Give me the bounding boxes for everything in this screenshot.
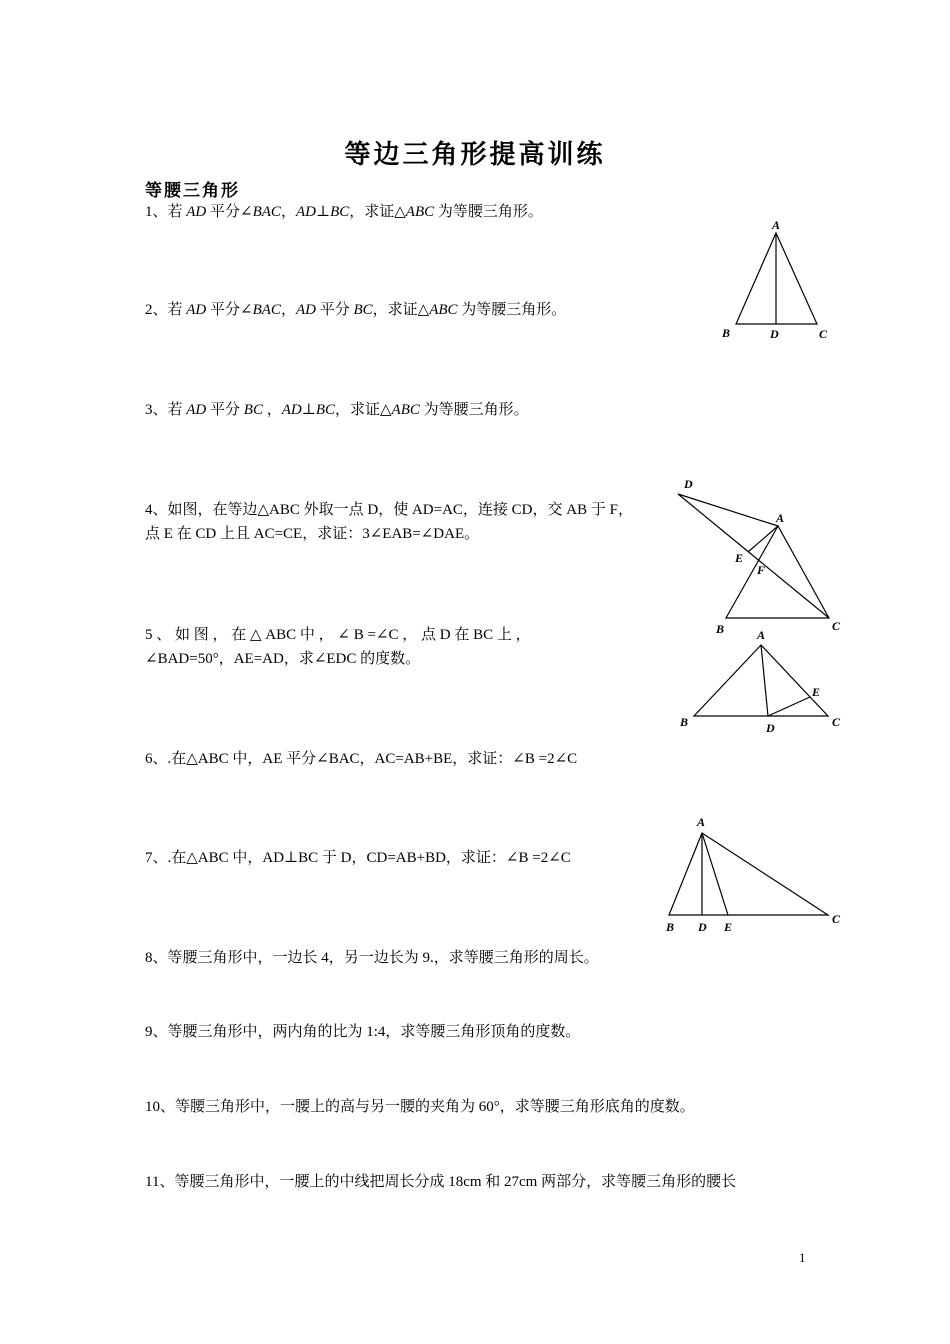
fig3-label-e: E (812, 685, 821, 699)
fig3-label-b: B (680, 715, 689, 729)
fig2-label-a: A (776, 511, 785, 525)
fig1-label-d: D (770, 327, 779, 341)
problem-2: 2、若 AD 平分∠BAC，AD 平分 BC，求证△ABC 为等腰三角形。 (145, 302, 567, 318)
problem-9: 9、等腰三角形中，两内角的比为 1:4，求等腰三角形顶角的度数。 (145, 1024, 581, 1040)
problem-5-line-2: ∠BAD=50°，AE=AD，求∠EDC 的度数。 (145, 651, 421, 667)
problem-11: 11、等腰三角形中，一腰上的中线把周长分成 18cm 和 27cm 两部分，求等腰三角形的腰长 (145, 1174, 737, 1190)
problem-1: 1、若 AD 平分∠BAC，AD⊥BC，求证△ABC 为等腰三角形。 (145, 204, 543, 220)
fig4-label-d: D (698, 920, 707, 934)
fig4-triangle-abc (669, 833, 828, 915)
fig4-segment-ae (702, 833, 728, 915)
figure-4-triangle (665, 815, 841, 934)
problem-3: 3、若 AD 平分 BC ，AD⊥BC，求证△ABC 为等腰三角形。 (145, 402, 529, 418)
problem-8: 8、等腰三角形中，一边长 4，另一边长为 9.，求等腰三角形的周长。 (145, 950, 599, 966)
problem-6: 6、.在△ABC 中，AE 平分∠BAC，AC=AB+BE，求证：∠B =2∠C (145, 751, 578, 767)
fig2-label-b: B (716, 622, 725, 636)
fig3-label-c: C (832, 715, 841, 729)
fig2-segment-da (678, 494, 778, 526)
fig2-triangle-abc (726, 526, 829, 618)
problem-4-line-1: 4、如图，在等边△ABC 外取一点 D，使 AD=AC，连接 CD，交 AB 于 F， (145, 502, 633, 518)
fig2-label-d: D (684, 477, 693, 491)
figure-1-triangle (721, 218, 828, 341)
figure-2-equilateral (678, 477, 841, 636)
fig3-label-d: D (766, 721, 775, 735)
page-number: 1 (799, 1250, 806, 1265)
section-heading: 等腰三角形 (145, 181, 240, 200)
fig4-label-e: E (724, 920, 733, 934)
fig4-label-b: B (666, 920, 675, 934)
problem-5-line-1: 5 、 如 图 ， 在 △ ABC 中 ， ∠ B =∠C ， 点 D 在 BC 上 ， (145, 627, 531, 643)
problem-10: 10、等腰三角形中，一腰上的高与另一腰的夹角为 60°，求等腰三角形底角的度数。 (145, 1099, 695, 1115)
fig4-label-c: C (832, 912, 841, 926)
fig4-label-a: A (697, 815, 706, 829)
fig2-label-f: F (757, 563, 766, 577)
fig1-label-c: C (819, 327, 828, 341)
fig3-label-a: A (757, 628, 766, 642)
fig1-label-a: A (772, 218, 781, 232)
fig3-triangle-abc (694, 645, 828, 716)
figure-3-triangle (679, 628, 841, 735)
fig1-label-b: B (722, 326, 731, 340)
fig2-label-e: E (735, 551, 744, 565)
fig3-segment-de (768, 697, 810, 716)
problem-4-line-2: 点 E 在 CD 上且 AC=CE，求证：3∠EAB=∠DAE。 (145, 526, 480, 542)
fig2-segment-ae (748, 526, 778, 552)
problem-7: 7、.在△ABC 中，AD⊥BC 于 D，CD=AB+BD，求证：∠B =2∠C (145, 850, 571, 866)
fig2-label-c: C (832, 619, 841, 633)
fig3-segment-ad (761, 645, 768, 716)
page-title: 等边三角形提高训练 (344, 140, 606, 169)
fig2-segment-dc (678, 494, 829, 618)
